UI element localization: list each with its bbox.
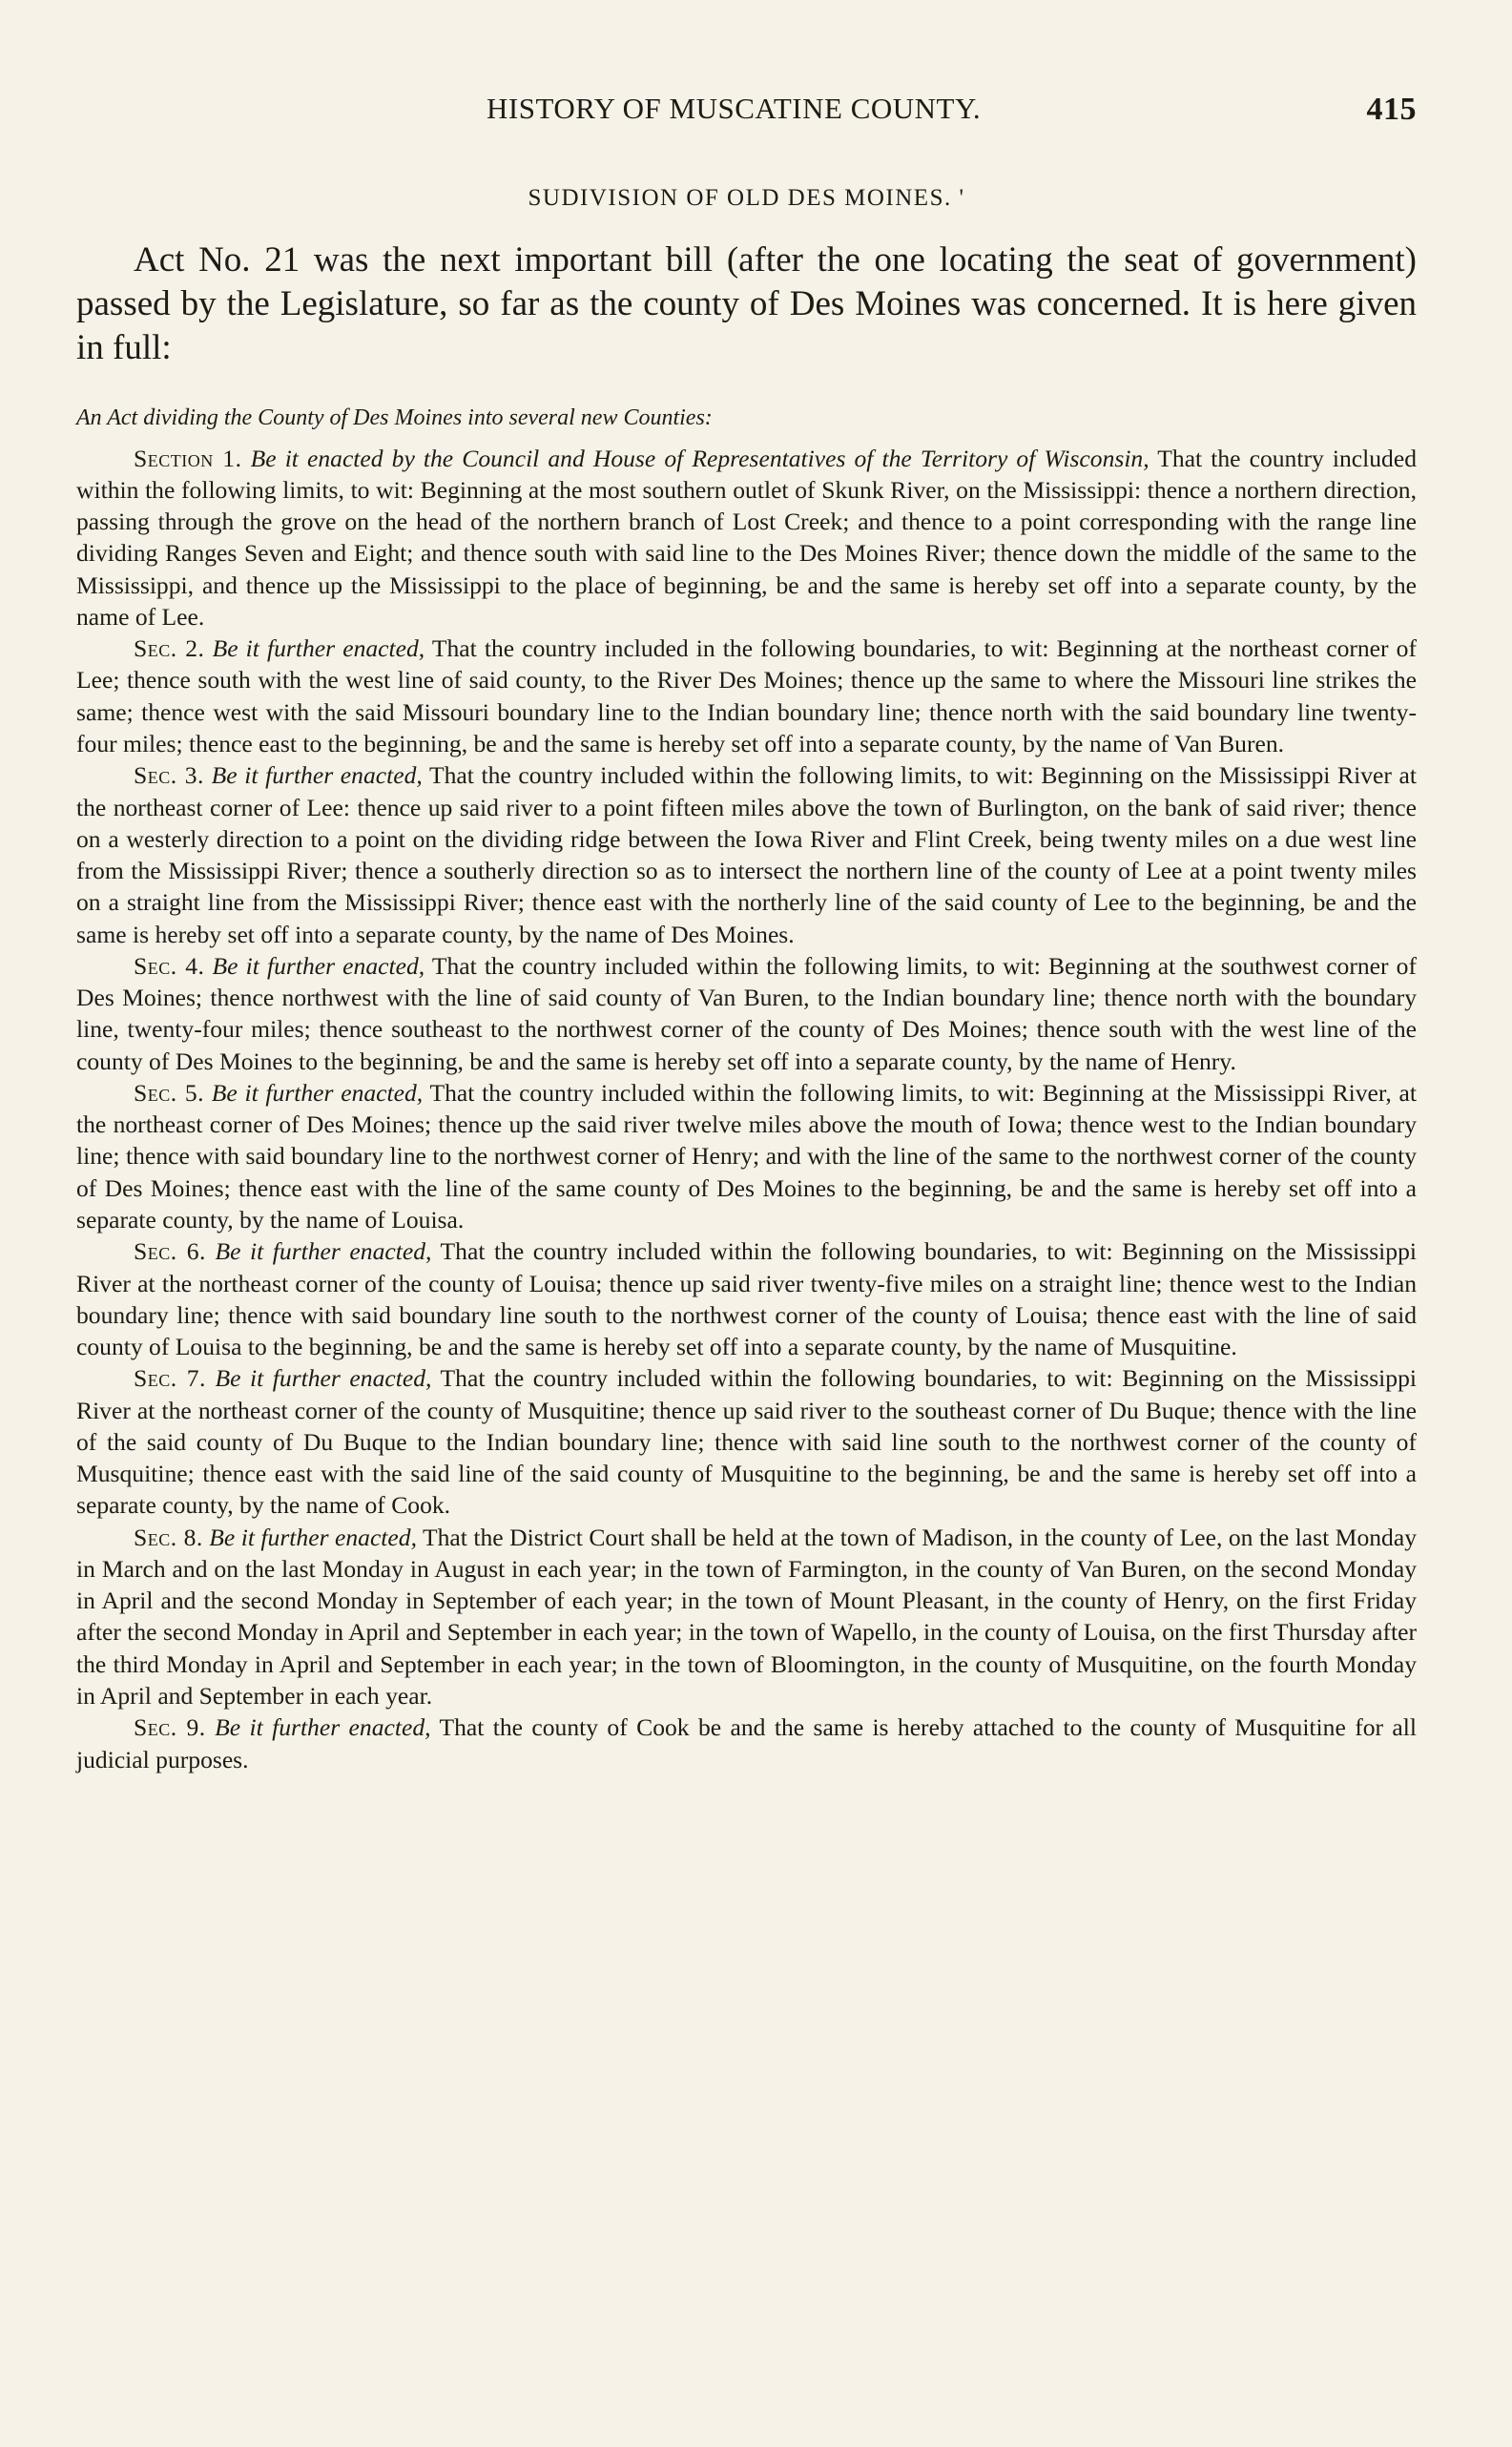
section-label: Sec. 3.: [134, 761, 204, 790]
act-title: An Act dividing the County of Des Moines into several new Counties:: [76, 404, 713, 430]
section-body: That the District Court shall be held at the town of Madison, in the county of Lee, on the last Monday in March and on the last Monday in August in each year; in the town of Farmington, in the county of Van Buren, on the second Monday in April and the second Monday in September of each year; in the town of Mount Pleasant, in the county of Henry, on the first Friday after the second Monday in April and September in each year; in the town of Wapello, in the county of Louisa, on the first Thursday after the third Monday in April and September in each year; in the town of Bloomington, in the county of Musquitine, on the fourth Monday in April and September in each year.: [76, 1523, 1417, 1710]
page-number: 415: [1366, 92, 1417, 127]
section-label: Sec. 8.: [134, 1523, 203, 1551]
act-section-6: [76, 1235, 1417, 1362]
section-label: Sec. 4.: [134, 951, 205, 980]
section-body: That the country included within the following boundaries, to wit: Beginning on the Mississippi River at the northeast corner of the county of Musquitine; thence up said river to the southeast corner of Du Buque; thence with the line of the said county of Du Buque to the Indian boundary line; thence with said line south to the northwest corner of the county of Musquitine; thence east with the said line of the said county of Musquitine to the beginning, be and the same is hereby set off into a separate county, by the name of Cook.: [76, 1364, 1417, 1520]
section-body: That the country included within the following limits, to wit: Beginning at the Mississippi River, at the northeast corner of Des Moines; thence up the said river twelve miles above the mouth of Iowa; thence west to the Indian boundary line; thence with said boundary line to the northwest corner of Henry; and with the line of the same to the northwest corner of the county of Des Moines; thence east with the line of the same county of Des Moines to the beginning, be and the same is hereby set off into a separate county, by the name of Louisa.: [76, 1078, 1417, 1234]
section-heading: SUDIVISION OF OLD DES MOINES. ': [528, 185, 965, 211]
act-section-3: [76, 759, 1417, 950]
enacting-clause: Be it enacted by the Council and House of Representatives of the Territory of Wisconsin,: [250, 444, 1150, 472]
section-body: That the country included within the following limits, to wit: Beginning at the southwest corner of Des Moines; thence northwest with the line of said county of Van Buren, to the Indian boundary line; thence north with the boundary line, twenty-four miles; thence southeast to the northwest corner of the county of Des Moines; thence south with the west line of the county of Des Moines to the beginning, be and the same is hereby set off into a separate county, by the name of Henry.: [76, 951, 1417, 1075]
section-body: That the county of Cook be and the same is hereby attached to the county of Musquitine for all judicial purposes.: [76, 1713, 1417, 1773]
enacting-clause: Be it further enacted,: [211, 1078, 424, 1107]
enacting-clause: Be it further enacted,: [209, 1523, 417, 1551]
enacting-clause: Be it further enacted,: [215, 1713, 431, 1742]
act-section-9: [76, 1711, 1417, 1775]
section-label: Sec. 6.: [134, 1237, 206, 1266]
section-body: That the country included within the following limits, to wit: Beginning at the most southern outlet of Skunk River, on the Mississippi: thence a northern direction, passing through the grove on the head of the northern branch of Lost Creek; and thence to a point corresponding with the range line dividing Ranges Seven and Eight; and thence south with said line to the Des Moines River; thence down the middle of the same to the Mississippi, and thence up the Mississippi to the place of beginning, be and the same is hereby set off into a separate county, by the name of Lee.: [76, 444, 1417, 631]
act-section-2: [76, 632, 1417, 759]
section-label: Sec. 9.: [134, 1713, 206, 1742]
section-body: That the country included within the following boundaries, to wit: Beginning on the Mississippi River at the northeast corner of the county of Louisa; thence up said river twenty-five miles on a straight line; thence west to the Indian boundary line; thence with said boundary line south to the northwest corner of the county of Louisa; thence east with the line of said county of Louisa to the beginning, be and the same is hereby set off into a separate county, by the name of Musquitine.: [76, 1237, 1417, 1361]
section-body: That the country included in the following boundaries, to wit: Beginning at the northeast corner of Lee; thence south with the west line of said county, to the River Des Moines; thence up the same to where the Missouri line strikes the same; thence west with the said Missouri boundary line to the Indian boundary line; thence north with the said boundary line twenty-four miles; thence east to the beginning, be and the same is hereby set off into a separate county, by the name of Van Buren.: [76, 634, 1417, 758]
enacting-clause: Be it further enacted,: [211, 761, 423, 790]
act-section-7: [76, 1362, 1417, 1521]
enacting-clause: Be it further enacted,: [215, 1364, 432, 1393]
enacting-clause: Be it further enacted,: [212, 634, 425, 663]
section-label: Section 1.: [134, 444, 242, 472]
page-header: [76, 92, 1417, 130]
intro-paragraph: Act No. 21 was the next important bill (after the one locating the seat of government) passed by the Legislature, so far as the county of Des Moines was concerned. It is here given in full:: [76, 240, 1417, 367]
section-label: Sec. 5.: [134, 1078, 205, 1107]
act-sections: [76, 443, 1417, 1775]
act-section-8: [76, 1522, 1417, 1712]
act-section-4: [76, 950, 1417, 1077]
act-section-5: [76, 1077, 1417, 1235]
section-label: Sec. 2.: [134, 634, 205, 663]
running-title: HISTORY OF MUSCATINE COUNTY.: [487, 92, 982, 125]
enacting-clause: Be it further enacted,: [212, 951, 425, 980]
section-body: That the country included within the following limits, to wit: Beginning on the Mississippi River at the northeast corner of Lee: thence up said river to a point fifteen miles above the town of Burlington, on the bank of said river; thence on a westerly direction to a point on the dividing ridge between the Iowa River and Flint Creek, being twenty miles on a due west line from the Mississippi River; thence a southerly direction so as to intersect the northern line of the county of Lee at a point twenty miles on a straight line from the Mississippi River; thence east with the northerly line of the said county of Lee to the beginning, be and the same is hereby set off into a separate county, by the name of Des Moines.: [76, 761, 1417, 948]
act-section-1: [76, 443, 1417, 633]
enacting-clause: Be it further enacted,: [215, 1237, 432, 1266]
section-label: Sec. 7.: [134, 1364, 206, 1393]
